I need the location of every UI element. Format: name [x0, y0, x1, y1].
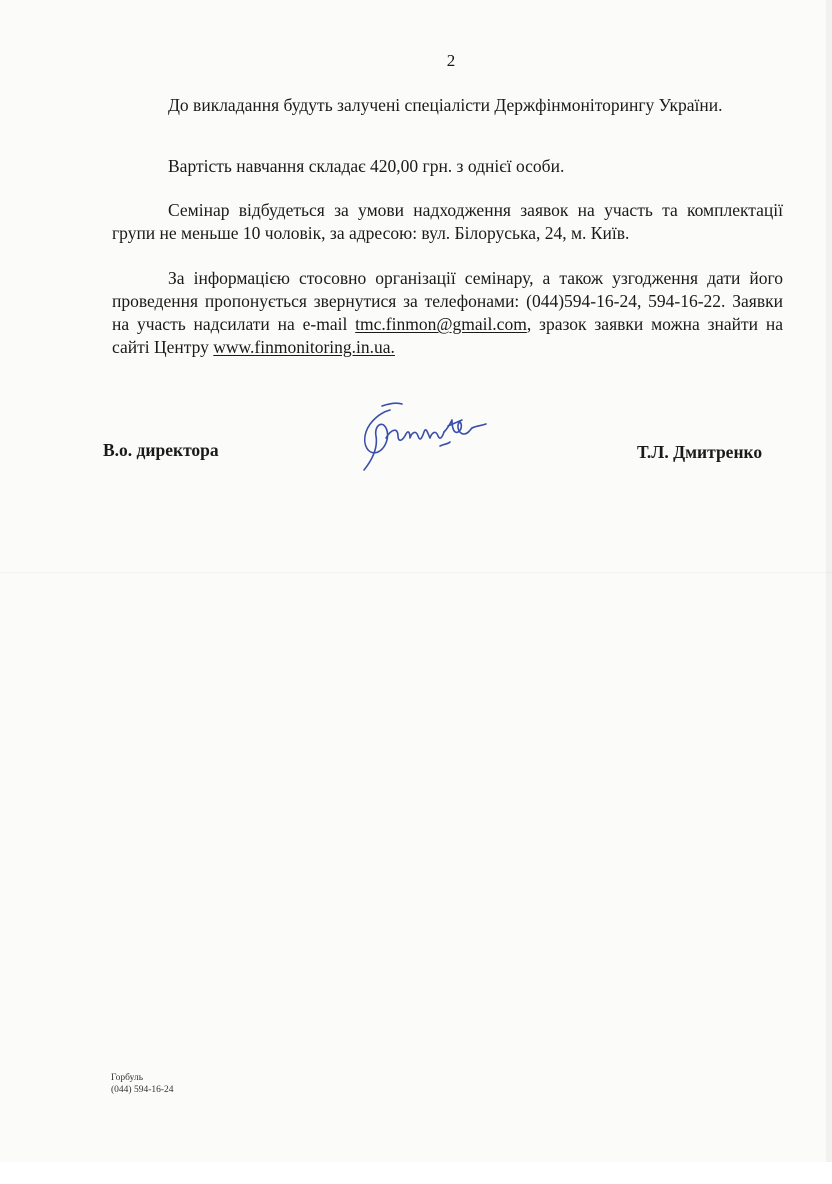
email-link[interactable]: tmc.finmon@gmail.com — [355, 314, 527, 334]
contacts-text-cont: , зразок заявки можна знайти на сайті Центру — [112, 314, 783, 357]
paragraph-conditions — [112, 199, 783, 245]
paragraph-cost — [112, 155, 783, 178]
executor-name: Горбуль — [111, 1073, 144, 1083]
paragraph-text: Вартість навчання складає 420,00 грн. з однієї особи. — [168, 156, 565, 176]
website-link[interactable]: www.finmonitoring.in.ua. — [213, 337, 395, 357]
paper-fold — [0, 572, 832, 574]
paragraph-text — [112, 267, 783, 359]
paragraph-text: Семінар відбудеться за умови надходження заявок на участь та комплектації групи не меньше 10 чоловік, за адресою: вул. Білоруська, 24, м. Київ. — [112, 200, 783, 243]
paragraph-lecturers — [112, 94, 783, 117]
position-title: В.о. директора — [103, 440, 219, 460]
scan-margin — [0, 1162, 832, 1184]
contacts-text: За інформацією стосовно організації семінару, а також узгодження дати його проведення пропонується звернутися за телефонами: (044)594-16-24, 594-16-22. Заявки на участь надсилати на e-mail — [112, 268, 783, 334]
handwritten-signature-icon — [352, 398, 502, 478]
executor-note — [111, 1072, 174, 1096]
scan-edge — [826, 0, 832, 1162]
signatory-name: Т.Л. Дмитренко — [637, 442, 763, 462]
paragraph-contacts — [112, 267, 783, 359]
executor-phone: (044) 594-16-24 — [111, 1085, 174, 1095]
page-number: 2 — [446, 51, 456, 70]
paragraph-text: До викладання будуть залучені спеціалісти Держфінмоніторингу України. — [168, 95, 723, 115]
